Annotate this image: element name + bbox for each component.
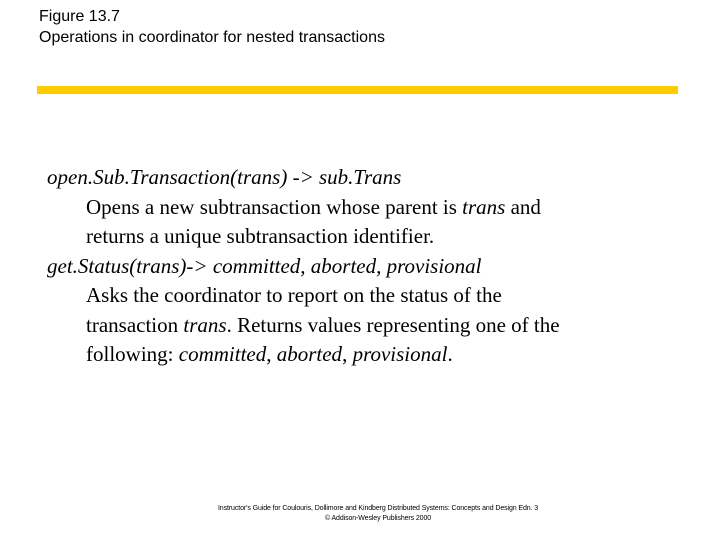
description-text: transaction: [86, 312, 184, 337]
description-text: ,: [266, 342, 277, 366]
operation-description-line: [47, 340, 560, 370]
operation-description-line: returns a unique subtransaction identifier.: [86, 224, 435, 248]
status-value-aborted: aborted: [276, 342, 343, 366]
description-text: . Returns values representing one of the: [226, 312, 560, 337]
slide-header: [39, 6, 385, 48]
operation-description-line: [47, 193, 560, 223]
description-text: Opens a new subtransaction whose parent is: [86, 194, 463, 219]
parameter-name: trans: [462, 194, 506, 219]
footer-copyright: © Addison-Wesley Publishers 2000: [324, 515, 432, 522]
operation-signature: open.Sub.Transaction(trans) -> sub.Trans: [47, 165, 402, 189]
footer-credit: Instructor's Guide for Coulouris, Dollimore and Kindberg Distributed Systems: Concepts and Design Edn. 3: [217, 505, 539, 512]
operation-description-line: Asks the coordinator to report on the status of the: [86, 283, 502, 307]
operation-signature: get.Status(trans)-> committed, aborted, provisional: [47, 253, 482, 278]
description-text: and: [505, 194, 541, 219]
description-text: ,: [342, 342, 353, 366]
description-text: following:: [86, 342, 179, 366]
slide-footer: [178, 504, 578, 524]
status-value-provisional: provisional: [352, 342, 448, 366]
status-value-committed: committed: [178, 342, 267, 366]
slide-title: Operations in coordinator for nested transactions: [39, 29, 385, 46]
operation-description-line: [47, 311, 560, 341]
operations-list: [47, 163, 560, 370]
description-text: .: [447, 342, 453, 366]
title-divider-bar: [37, 86, 678, 94]
figure-number: Figure 13.7: [39, 8, 120, 25]
parameter-name: trans: [183, 312, 227, 337]
